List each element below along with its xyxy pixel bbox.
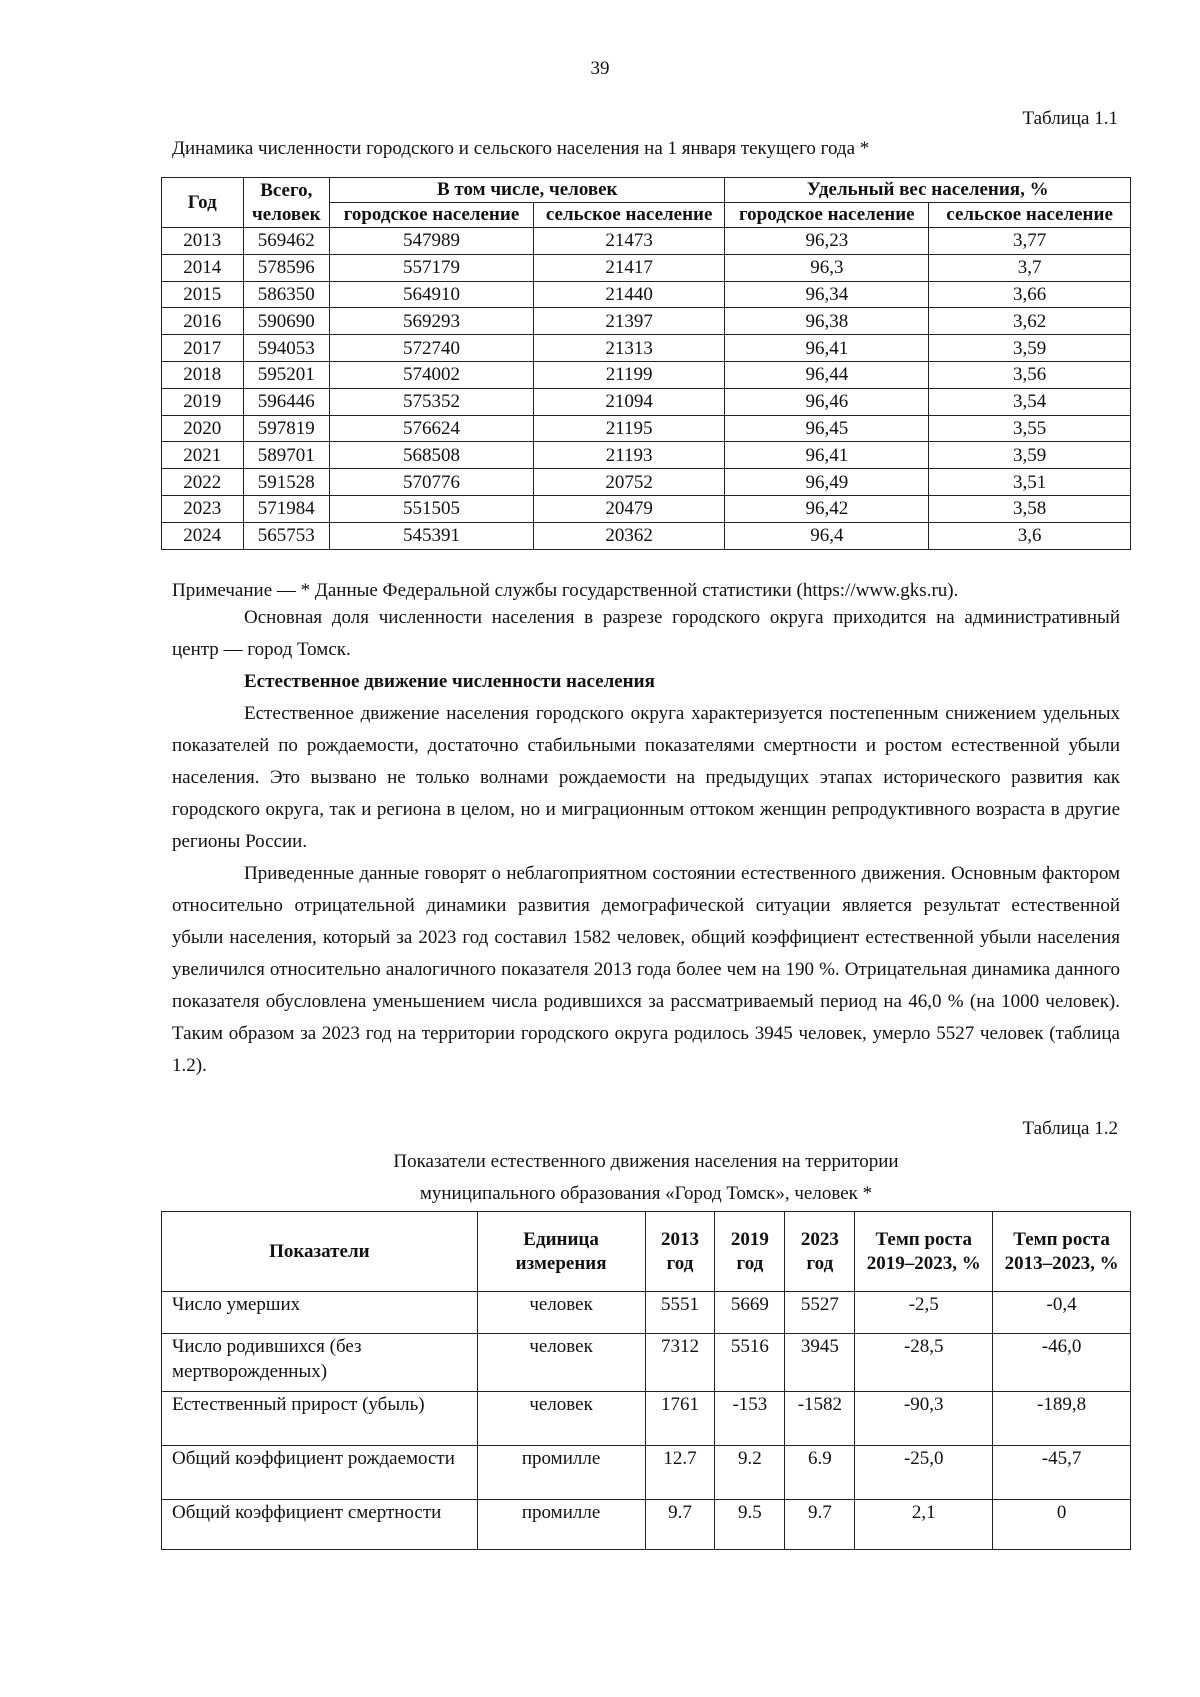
table-cell: 574002: [330, 361, 534, 388]
header-urban-share: городское население: [725, 203, 929, 228]
table-cell: 21397: [533, 308, 725, 335]
table-cell: 551505: [330, 495, 534, 522]
table-cell: -189,8: [993, 1392, 1131, 1446]
header-rural-share: сельское население: [929, 203, 1131, 228]
table-cell: 96,34: [725, 281, 929, 308]
table-row: [162, 1446, 1131, 1500]
table-cell: 21195: [533, 415, 725, 442]
table-cell: 2024: [162, 522, 244, 549]
table-row: [162, 388, 1131, 415]
table-cell: 2023: [162, 495, 244, 522]
natural-movement-table: [161, 1211, 1131, 1550]
section-heading: Естественное движение численности населения: [244, 671, 655, 692]
table2-caption: Таблица 1.2: [1022, 1118, 1118, 1139]
table-cell: 590690: [243, 308, 330, 335]
indicator-name: Естественный прирост (убыль): [162, 1392, 478, 1446]
table-cell: 3,62: [929, 308, 1131, 335]
table-row: [162, 335, 1131, 362]
table-row: [162, 254, 1131, 281]
table-cell: 7312: [645, 1334, 715, 1392]
table2-title-line1: Показатели естественного движения населения на территории: [393, 1151, 899, 1172]
header-total: Всего, человек: [243, 178, 330, 228]
table-row: [162, 469, 1131, 496]
table-cell: 96,38: [725, 308, 929, 335]
table-cell: 568508: [330, 442, 534, 469]
table-cell: 9.7: [785, 1500, 855, 1550]
table-cell: 21199: [533, 361, 725, 388]
header-year: Год: [162, 178, 244, 228]
table-cell: 3,58: [929, 495, 1131, 522]
table1-caption: Таблица 1.1: [1022, 108, 1118, 129]
table-cell: 9.2: [715, 1446, 785, 1500]
table-cell: 96,41: [725, 335, 929, 362]
table-cell: 575352: [330, 388, 534, 415]
table-cell: -25,0: [855, 1446, 993, 1500]
header-2019: 2019 год: [715, 1212, 785, 1292]
table-cell: 2022: [162, 469, 244, 496]
table-cell: -45,7: [993, 1446, 1131, 1500]
table-cell: 578596: [243, 254, 330, 281]
table-cell: 545391: [330, 522, 534, 549]
table-cell: 96,23: [725, 228, 929, 255]
table-cell: 20752: [533, 469, 725, 496]
table-cell: 2013: [162, 228, 244, 255]
header-including-people: В том числе, человек: [330, 178, 725, 203]
table-cell: 3,59: [929, 442, 1131, 469]
table-cell: 569293: [330, 308, 534, 335]
table-cell: 547989: [330, 228, 534, 255]
table-row: [162, 361, 1131, 388]
table-cell: 21313: [533, 335, 725, 362]
table-cell: 5516: [715, 1334, 785, 1392]
table-row: [162, 415, 1131, 442]
table-cell: -90,3: [855, 1392, 993, 1446]
page-number: 39: [590, 58, 610, 79]
table-cell: 21094: [533, 388, 725, 415]
table-row: [162, 228, 1131, 255]
table-cell: 2017: [162, 335, 244, 362]
table-cell: 20479: [533, 495, 725, 522]
table-cell: 3,51: [929, 469, 1131, 496]
table-cell: 1761: [645, 1392, 715, 1446]
table-cell: 5551: [645, 1292, 715, 1334]
table-cell: 2,1: [855, 1500, 993, 1550]
table-cell: 96,3: [725, 254, 929, 281]
table-cell: -28,5: [855, 1334, 993, 1392]
table-row: [162, 442, 1131, 469]
header-growth-2013-2023: Темп роста 2013–2023, %: [993, 1212, 1131, 1292]
indicator-name: Число умерших: [162, 1292, 478, 1334]
table-cell: 576624: [330, 415, 534, 442]
indicator-name: Общий коэффициент смертности: [162, 1500, 478, 1550]
table-cell: 6.9: [785, 1446, 855, 1500]
header-urban: городское население: [330, 203, 534, 228]
table-cell: 96,45: [725, 415, 929, 442]
table-cell: 96,41: [725, 442, 929, 469]
table-row: [162, 308, 1131, 335]
table-cell: 569462: [243, 228, 330, 255]
table-cell: 21193: [533, 442, 725, 469]
table-cell: 571984: [243, 495, 330, 522]
table1-note: Примечание — * Данные Федеральной службы государственной статистики (https://www.gks.ru).: [172, 580, 959, 601]
table-cell: 3,55: [929, 415, 1131, 442]
table-cell: 589701: [243, 442, 330, 469]
header-growth-2019-2023: Темп роста 2019–2023, %: [855, 1212, 993, 1292]
table-cell: 12.7: [645, 1446, 715, 1500]
table-cell: 2016: [162, 308, 244, 335]
table-cell: промилле: [477, 1500, 645, 1550]
table-cell: 3945: [785, 1334, 855, 1392]
table-cell: 565753: [243, 522, 330, 549]
header-rural: сельское население: [533, 203, 725, 228]
table-cell: 9.5: [715, 1500, 785, 1550]
population-table: [161, 177, 1131, 550]
table-row: [162, 495, 1131, 522]
table-cell: 96,44: [725, 361, 929, 388]
header-indicator: Показатели: [162, 1212, 478, 1292]
table-cell: 21473: [533, 228, 725, 255]
table-cell: 3,54: [929, 388, 1131, 415]
table-cell: 3,77: [929, 228, 1131, 255]
table-cell: человек: [477, 1334, 645, 1392]
table-cell: 96,46: [725, 388, 929, 415]
table-cell: 596446: [243, 388, 330, 415]
table-cell: 3,66: [929, 281, 1131, 308]
table-cell: 9.7: [645, 1500, 715, 1550]
header-2023: 2023 год: [785, 1212, 855, 1292]
paragraph-admin-center: Основная доля численности населения в разрезе городского округа приходится на административный центр — город Томск.: [172, 607, 1120, 660]
table-cell: 2019: [162, 388, 244, 415]
header-unit: Единица измерения: [477, 1212, 645, 1292]
table-cell: 96,42: [725, 495, 929, 522]
table-cell: 591528: [243, 469, 330, 496]
table-cell: 594053: [243, 335, 330, 362]
table-cell: 597819: [243, 415, 330, 442]
table-cell: 3,59: [929, 335, 1131, 362]
table-cell: 20362: [533, 522, 725, 549]
header-share: Удельный вес населения, %: [725, 178, 1131, 203]
table-cell: 3,6: [929, 522, 1131, 549]
table-cell: 564910: [330, 281, 534, 308]
table-cell: -46,0: [993, 1334, 1131, 1392]
table-cell: 5669: [715, 1292, 785, 1334]
header-2013: 2013 год: [645, 1212, 715, 1292]
table-cell: 570776: [330, 469, 534, 496]
indicator-name: Число родившихся (без мертворожденных): [162, 1334, 478, 1392]
table2-title-line2: муниципального образования «Город Томск», человек *: [419, 1183, 873, 1204]
paragraph-natural-movement: Естественное движение населения городского округа характеризуется постепенным снижением удельных показателей по рождаемости, достаточно стабильными показателями смертности и ростом естественной убыли населения. Это вызвано не только волнами рождаемости на предыдущих этапах исторического развития как городского округа, так и региона в целом, но и миграционным оттоком женщин репродуктивного возраста в другие регионы России.: [172, 703, 1120, 852]
table-cell: 21417: [533, 254, 725, 281]
table-cell: 96,4: [725, 522, 929, 549]
table-cell: 5527: [785, 1292, 855, 1334]
table-row: [162, 522, 1131, 549]
table-cell: -153: [715, 1392, 785, 1446]
table-cell: 595201: [243, 361, 330, 388]
table-row: [162, 1292, 1131, 1334]
table-cell: -1582: [785, 1392, 855, 1446]
table-cell: 2015: [162, 281, 244, 308]
table-cell: -2,5: [855, 1292, 993, 1334]
indicator-name: Общий коэффициент рождаемости: [162, 1446, 478, 1500]
table-row: [162, 281, 1131, 308]
table-cell: 21440: [533, 281, 725, 308]
table-cell: 557179: [330, 254, 534, 281]
table-cell: -0,4: [993, 1292, 1131, 1334]
table-cell: человек: [477, 1292, 645, 1334]
table-cell: 2018: [162, 361, 244, 388]
table-cell: 0: [993, 1500, 1131, 1550]
table-cell: 572740: [330, 335, 534, 362]
table-row: [162, 1500, 1131, 1550]
table-cell: 2021: [162, 442, 244, 469]
table-cell: человек: [477, 1392, 645, 1446]
table-cell: 3,56: [929, 361, 1131, 388]
table-cell: 2020: [162, 415, 244, 442]
table-row: [162, 1334, 1131, 1392]
table-cell: 96,49: [725, 469, 929, 496]
paragraph-data-analysis: Приведенные данные говорят о неблагоприятном состоянии естественного движения. Основным фактором относительно отрицательной динамики развития демографической ситуации является результат естественной убыли населения, который за 2023 год составил 1582 человек, общий коэффициент естественной убыли населения увеличился относительно аналогичного показателя 2013 года более чем на 190 %. Отрицательная динамика данного показателя обусловлена уменьшением числа родившихся за рассматриваемый период на 46,0 % (на 1000 человек). Таким образом за 2023 год на территории городского округа родилось 3945 человек, умерло 5527 человек (таблица 1.2).: [172, 863, 1120, 1076]
table-cell: 3,7: [929, 254, 1131, 281]
table-cell: 2014: [162, 254, 244, 281]
table-cell: промилле: [477, 1446, 645, 1500]
table-row: [162, 1392, 1131, 1446]
table1-title: Динамика численности городского и сельского населения на 1 января текущего года *: [172, 138, 870, 159]
table-cell: 586350: [243, 281, 330, 308]
